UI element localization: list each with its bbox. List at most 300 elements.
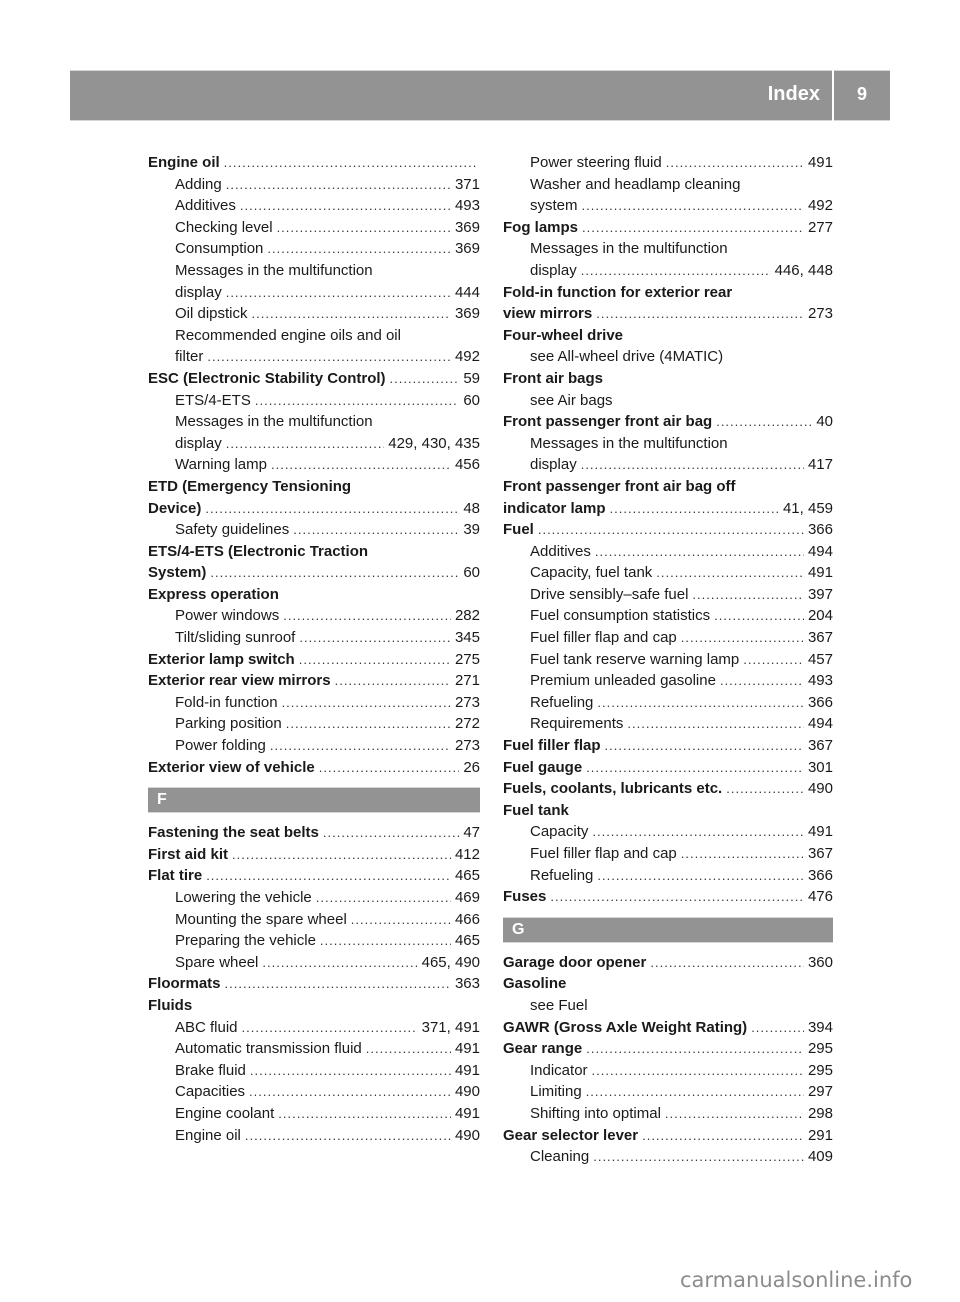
dot-leader — [592, 1060, 804, 1082]
index-subentry[interactable] — [148, 174, 480, 196]
index-subentry[interactable] — [148, 909, 480, 931]
dot-leader — [225, 973, 451, 995]
dot-leader — [286, 713, 451, 735]
index-subentry — [503, 390, 833, 412]
page-reference[interactable]: 494 — [807, 715, 833, 733]
page-reference[interactable]: 366 — [807, 693, 833, 711]
index-subentry[interactable] — [503, 541, 833, 563]
dot-leader — [277, 217, 451, 239]
entry-text: Device) — [148, 499, 202, 517]
entry-text: Fuel gauge — [503, 758, 583, 776]
dot-leader — [597, 865, 804, 887]
entry-text: Fuel tank reserve warning lamp — [530, 650, 740, 668]
page-reference[interactable]: 295 — [807, 1061, 833, 1079]
dot-leader — [207, 346, 451, 368]
entry-text: Flat tire — [148, 867, 203, 885]
dot-leader — [596, 303, 804, 325]
dot-leader — [226, 433, 385, 455]
page-reference[interactable]: 446, 448 — [774, 261, 833, 279]
index-subentry[interactable] — [148, 735, 480, 757]
dot-leader — [335, 670, 451, 692]
index-entry[interactable] — [148, 865, 480, 887]
index-entry — [148, 541, 480, 563]
entry-text: Garage door opener — [503, 953, 647, 971]
dot-leader — [681, 843, 804, 865]
index-subentry[interactable] — [148, 1125, 480, 1147]
index-subentry[interactable] — [148, 605, 480, 627]
entry-text: Fuel — [503, 521, 534, 539]
page-reference[interactable]: 457 — [807, 650, 833, 668]
entry-text: Engine oil — [148, 154, 220, 171]
entry-text: ETS/4-ETS — [175, 391, 251, 409]
dot-leader — [242, 1017, 418, 1039]
entry-text: Lowering the vehicle — [175, 889, 312, 906]
page-reference[interactable]: 491 — [807, 823, 833, 841]
dot-leader — [316, 887, 451, 909]
index-entry[interactable] — [503, 1125, 833, 1147]
index-subentry[interactable] — [148, 454, 480, 476]
page-reference[interactable]: 282 — [454, 607, 480, 625]
page-reference[interactable]: 490 — [454, 1083, 480, 1101]
index-subentry[interactable] — [503, 865, 833, 887]
page-reference[interactable]: 47 — [463, 824, 480, 842]
index-entry[interactable] — [148, 649, 480, 671]
index-subentry[interactable] — [503, 260, 833, 282]
entry-text: see Fuel — [530, 996, 588, 1014]
dot-leader — [267, 238, 451, 260]
entry-text: Tilt/sliding sunroof — [175, 629, 296, 647]
dot-leader — [390, 368, 460, 390]
index-subentry[interactable] — [148, 930, 480, 952]
page-reference[interactable]: 371, 491 — [421, 1018, 480, 1036]
dot-leader — [226, 282, 451, 304]
page-reference[interactable]: 26 — [463, 758, 480, 776]
entry-text: Brake fluid — [175, 1061, 246, 1079]
dot-leader — [642, 1125, 804, 1147]
page-reference[interactable]: 429, 430, 435 — [388, 434, 480, 452]
index-subentry[interactable] — [148, 303, 480, 325]
entry-text: Fuel filler flap — [503, 737, 601, 755]
index-subentry[interactable] — [148, 713, 480, 735]
dot-leader — [320, 930, 451, 952]
page-reference[interactable]: 40 — [816, 413, 833, 431]
entry-text: Engine oil — [175, 1126, 241, 1144]
page-reference[interactable]: 369 — [454, 218, 480, 236]
dot-leader — [366, 1038, 451, 1060]
page-reference[interactable]: 275 — [454, 650, 480, 668]
page-reference[interactable]: 41, 459 — [782, 499, 833, 517]
entry-text: Additives — [530, 542, 591, 560]
index-entry — [503, 800, 833, 822]
index-entry[interactable] — [503, 498, 833, 520]
index-entry[interactable] — [148, 368, 480, 390]
index-subentry[interactable] — [148, 195, 480, 217]
dot-leader — [224, 152, 476, 174]
entry-text: Messages in the multifunction — [530, 434, 728, 452]
page-reference[interactable]: 204 — [807, 607, 833, 625]
entry-text: Power folding — [175, 737, 266, 755]
page-reference[interactable]: 273 — [807, 305, 833, 323]
index-subentry[interactable] — [148, 238, 480, 260]
page-reference[interactable]: 417 — [807, 456, 833, 474]
dot-leader — [650, 952, 804, 974]
page-reference[interactable]: 491 — [454, 1104, 480, 1122]
index-entry[interactable] — [503, 411, 833, 433]
entry-text: Fog lamps — [503, 218, 579, 236]
page-reference[interactable]: 366 — [807, 866, 833, 884]
index-subentry[interactable] — [148, 519, 480, 541]
entry-text: indicator lamp — [503, 499, 606, 517]
entry-text: Automatic transmission fluid — [175, 1040, 362, 1058]
entry-text: Washer and headlamp cleaning — [530, 175, 741, 193]
index-subentry[interactable] — [503, 584, 833, 606]
index-entry[interactable] — [503, 735, 833, 757]
index-subentry — [503, 346, 833, 368]
index-subentry[interactable] — [503, 821, 833, 843]
page-reference[interactable]: 491 — [807, 564, 833, 582]
page-number: 9 — [856, 84, 867, 104]
dot-leader — [586, 1081, 804, 1103]
entry-text: ETD (Emergency Tensioning — [148, 477, 352, 495]
dot-leader — [255, 390, 459, 412]
entry-text: Cleaning — [530, 1148, 590, 1166]
entry-text: Fuel tank — [503, 801, 569, 819]
index-entry — [503, 476, 833, 498]
dot-leader — [538, 519, 804, 541]
index-subentry[interactable] — [503, 649, 833, 671]
index-subentry[interactable] — [503, 692, 833, 714]
index-subentry[interactable] — [503, 562, 833, 584]
page-reference[interactable]: 444 — [454, 283, 480, 301]
entry-text: Power steering fluid — [530, 154, 662, 171]
entry-text: Front passenger front air bag off — [503, 477, 736, 495]
index-entry[interactable] — [148, 670, 480, 692]
index-entry[interactable] — [503, 1038, 833, 1060]
entry-text: Consumption — [175, 240, 264, 258]
index-entry — [503, 368, 833, 390]
index-subentry[interactable] — [503, 454, 833, 476]
page-reference[interactable]: 367 — [807, 737, 833, 755]
entry-text: Adding — [175, 175, 222, 193]
entry-text: Shifting into optimal — [530, 1104, 661, 1122]
dot-leader — [250, 1060, 451, 1082]
index-entry[interactable] — [503, 303, 833, 325]
dot-leader — [666, 152, 804, 174]
dot-leader — [610, 498, 779, 520]
index-entry — [148, 152, 480, 174]
index-subentry[interactable] — [503, 843, 833, 865]
dot-leader — [656, 562, 804, 584]
page-reference[interactable]: 409 — [807, 1148, 833, 1166]
index-column-right — [503, 152, 833, 1168]
index-subentry[interactable] — [148, 282, 480, 304]
entry-text: Requirements — [530, 715, 624, 733]
dot-leader — [262, 952, 417, 974]
dot-leader — [581, 260, 771, 282]
index-entry[interactable] — [148, 844, 480, 866]
index-entry — [503, 325, 833, 347]
index-subentry[interactable] — [148, 692, 480, 714]
dot-leader — [293, 519, 459, 541]
dot-leader — [692, 584, 804, 606]
dot-leader — [245, 1125, 451, 1147]
page-reference[interactable]: 369 — [454, 305, 480, 323]
page-reference[interactable]: 476 — [807, 888, 833, 906]
index-entry — [148, 995, 480, 1017]
entry-text: Spare wheel — [175, 953, 259, 971]
entry-text: First aid kit — [148, 845, 229, 863]
page-reference[interactable]: 456 — [454, 456, 480, 474]
page-reference[interactable]: 369 — [454, 240, 480, 258]
dot-leader — [581, 454, 804, 476]
index-entry[interactable] — [148, 822, 480, 844]
dot-leader — [714, 605, 804, 627]
index-subentry[interactable] — [148, 217, 480, 239]
index-entry[interactable] — [503, 778, 833, 800]
dot-leader — [232, 844, 451, 866]
index-entry[interactable] — [148, 973, 480, 995]
dot-leader — [271, 454, 451, 476]
entry-text: System) — [148, 564, 207, 582]
page-reference[interactable]: 367 — [807, 629, 833, 647]
entry-text: Fuel filler flap and cap — [530, 845, 677, 862]
dot-leader — [582, 195, 804, 217]
dot-leader — [726, 778, 804, 800]
entry-text: Preparing the vehicle — [175, 932, 316, 950]
index-subentry[interactable] — [503, 1103, 833, 1125]
entry-text: Limiting — [530, 1083, 582, 1101]
index-entry[interactable] — [503, 952, 833, 974]
page-reference[interactable]: 367 — [807, 845, 833, 862]
page-reference[interactable]: 466 — [454, 910, 480, 928]
index-subentry[interactable] — [503, 1060, 833, 1082]
entry-text: Mounting the spare wheel — [175, 910, 347, 928]
entry-text: Indicator — [530, 1061, 588, 1079]
dot-leader — [299, 627, 451, 649]
entry-text: Messages in the multifunction — [175, 413, 373, 431]
dot-leader — [586, 757, 804, 779]
index-entry[interactable] — [503, 886, 833, 908]
entry-text: Express operation — [148, 585, 279, 603]
entry-text: Fold-in function for exterior rear — [503, 283, 733, 301]
index-entry — [503, 973, 833, 995]
index-subentry[interactable] — [148, 1081, 480, 1103]
page-number-box — [834, 70, 890, 121]
page-reference[interactable]: 493 — [454, 197, 480, 215]
entry-text: ABC fluid — [175, 1018, 238, 1036]
page-reference[interactable]: 491 — [454, 1061, 480, 1079]
page-reference[interactable]: 493 — [807, 672, 833, 690]
index-subentry[interactable] — [148, 627, 480, 649]
page-reference[interactable]: 394 — [807, 1018, 833, 1036]
dot-leader — [665, 1103, 804, 1125]
index-subentry[interactable] — [503, 627, 833, 649]
dot-leader — [270, 735, 451, 757]
index-entry[interactable] — [148, 498, 480, 520]
index-subentry[interactable] — [503, 195, 833, 217]
index-subentry[interactable] — [148, 887, 480, 909]
index-subentry[interactable] — [503, 713, 833, 735]
entry-text: Capacities — [175, 1083, 246, 1101]
page-reference[interactable]: 298 — [807, 1104, 833, 1122]
entry-text: Warning lamp — [175, 456, 267, 474]
dot-leader — [252, 303, 451, 325]
index-subentry[interactable] — [148, 952, 480, 974]
page-title: Index — [767, 83, 820, 105]
index-subentry[interactable] — [148, 1017, 480, 1039]
section-header-g: G — [503, 917, 833, 943]
page-reference[interactable]: 492 — [807, 197, 833, 215]
index-subentry — [148, 411, 480, 433]
dot-leader — [605, 735, 804, 757]
dot-leader — [283, 605, 451, 627]
entry-text: system — [530, 197, 578, 215]
dot-leader — [206, 865, 451, 887]
entry-text: Gear range — [503, 1040, 583, 1058]
entry-text: Fastening the seat belts — [148, 824, 319, 842]
entry-text: Fluids — [148, 996, 193, 1014]
dot-leader — [597, 692, 804, 714]
entry-text: Power windows — [175, 607, 280, 625]
dot-leader — [351, 909, 451, 931]
dot-leader — [226, 174, 451, 196]
page-reference[interactable]: 271 — [454, 672, 480, 690]
index-subentry — [503, 174, 833, 196]
page-reference[interactable]: 465 — [454, 932, 480, 950]
index-entry[interactable] — [503, 757, 833, 779]
dot-leader — [282, 692, 451, 714]
page-reference[interactable]: 490 — [454, 1126, 480, 1144]
page-reference[interactable]: 60 — [463, 391, 480, 409]
page-reference[interactable]: 291 — [807, 1126, 833, 1144]
index-subentry[interactable] — [148, 346, 480, 368]
entry-text: Recommended engine oils and oil — [175, 326, 401, 344]
entry-text: Capacity — [530, 823, 589, 841]
page-reference[interactable]: 465, 490 — [421, 953, 480, 971]
index-subentry[interactable] — [148, 1038, 480, 1060]
page-reference[interactable]: 273 — [454, 693, 480, 711]
page-reference[interactable]: 39 — [463, 521, 480, 539]
entry-text: Drive sensibly–safe fuel — [530, 585, 689, 603]
page-reference[interactable]: 469 — [454, 889, 480, 906]
entry-text: GAWR (Gross Axle Weight Rating) — [503, 1018, 748, 1036]
entry-text: Messages in the multifunction — [175, 261, 373, 279]
entry-text: Exterior rear view mirrors — [148, 672, 331, 690]
page-reference[interactable]: 490 — [807, 780, 833, 798]
entry-text: Gasoline — [503, 975, 567, 993]
dot-leader — [205, 498, 459, 520]
index-subentry — [148, 260, 480, 282]
dot-leader — [593, 1146, 804, 1168]
entry-text: Fuel consumption statistics — [530, 607, 711, 625]
page-reference[interactable]: 412 — [454, 845, 480, 863]
page-reference[interactable]: 60 — [463, 564, 480, 582]
index-subentry[interactable] — [503, 1146, 833, 1168]
entry-text: Capacity, fuel tank — [530, 564, 653, 582]
page-reference[interactable]: 48 — [463, 499, 480, 517]
page-reference[interactable]: 397 — [807, 585, 833, 603]
index-subentry[interactable] — [503, 152, 833, 174]
entry-text: see Air bags — [530, 391, 613, 409]
index-subentry[interactable] — [503, 670, 833, 692]
dot-leader — [627, 713, 804, 735]
index-subentry — [503, 238, 833, 260]
page-reference[interactable]: 491 — [807, 154, 833, 171]
entry-text: Safety guidelines — [175, 521, 290, 539]
dot-leader — [240, 195, 451, 217]
entry-text: Four-wheel drive — [503, 326, 624, 344]
index-column-left — [148, 152, 480, 1146]
entry-text: display — [530, 456, 577, 474]
entry-text: Fuses — [503, 888, 547, 906]
page-reference[interactable]: 363 — [454, 975, 480, 993]
page-reference[interactable]: 297 — [807, 1083, 833, 1101]
index-subentry[interactable] — [503, 605, 833, 627]
index-subentry[interactable] — [503, 1081, 833, 1103]
entry-text: view mirrors — [503, 305, 593, 323]
page-reference[interactable]: 366 — [807, 521, 833, 539]
entry-text: display — [530, 261, 577, 279]
section-header-f: F — [148, 787, 480, 813]
index-subentry[interactable] — [148, 433, 480, 455]
page-reference[interactable]: 345 — [454, 629, 480, 647]
page-reference[interactable]: 272 — [454, 715, 480, 733]
entry-text: Fuel filler flap and cap — [530, 629, 677, 647]
dot-leader — [592, 821, 804, 843]
index-entry[interactable] — [503, 519, 833, 541]
page-reference[interactable]: 59 — [463, 369, 480, 387]
entry-text: Premium unleaded gasoline — [530, 672, 716, 690]
page-reference[interactable]: 491 — [454, 1040, 480, 1058]
entry-text: see All-wheel drive (4MATIC) — [530, 348, 724, 366]
page-reference[interactable]: 494 — [807, 542, 833, 560]
entry-text: Additives — [175, 197, 236, 215]
dot-leader — [210, 562, 459, 584]
page-reference[interactable]: 301 — [807, 758, 833, 776]
watermark: carmanualsonline.info — [680, 1268, 913, 1292]
page-reference[interactable]: 360 — [807, 953, 833, 971]
entry-text: display — [175, 434, 222, 452]
index-subentry[interactable] — [148, 1060, 480, 1082]
index-entry[interactable] — [148, 757, 480, 779]
entry-text: Refueling — [530, 693, 594, 711]
entry-text: Exterior view of vehicle — [148, 758, 315, 776]
entry-text: Engine coolant — [175, 1104, 275, 1122]
entry-text: Checking level — [175, 218, 273, 236]
entry-text: Parking position — [175, 715, 282, 733]
dot-leader — [586, 1038, 804, 1060]
dot-leader — [299, 649, 451, 671]
entry-text: filter — [175, 348, 204, 366]
index-subentry[interactable] — [148, 390, 480, 412]
page-reference[interactable]: 277 — [807, 218, 833, 236]
index-entry — [148, 584, 480, 606]
index-entry[interactable] — [503, 217, 833, 239]
page-reference[interactable]: 465 — [454, 867, 480, 885]
page-reference[interactable]: 273 — [454, 737, 480, 755]
dot-leader — [716, 411, 812, 433]
page-reference[interactable]: 295 — [807, 1040, 833, 1058]
index-subentry[interactable] — [148, 1103, 480, 1125]
entry-text: Oil dipstick — [175, 305, 248, 323]
index-entry[interactable] — [148, 562, 480, 584]
entry-text: Floormats — [148, 975, 221, 993]
index-subentry — [503, 995, 833, 1017]
page-reference[interactable]: 492 — [454, 348, 480, 366]
dot-leader — [743, 649, 804, 671]
index-entry[interactable] — [503, 1017, 833, 1039]
page-reference[interactable]: 371 — [454, 175, 480, 193]
